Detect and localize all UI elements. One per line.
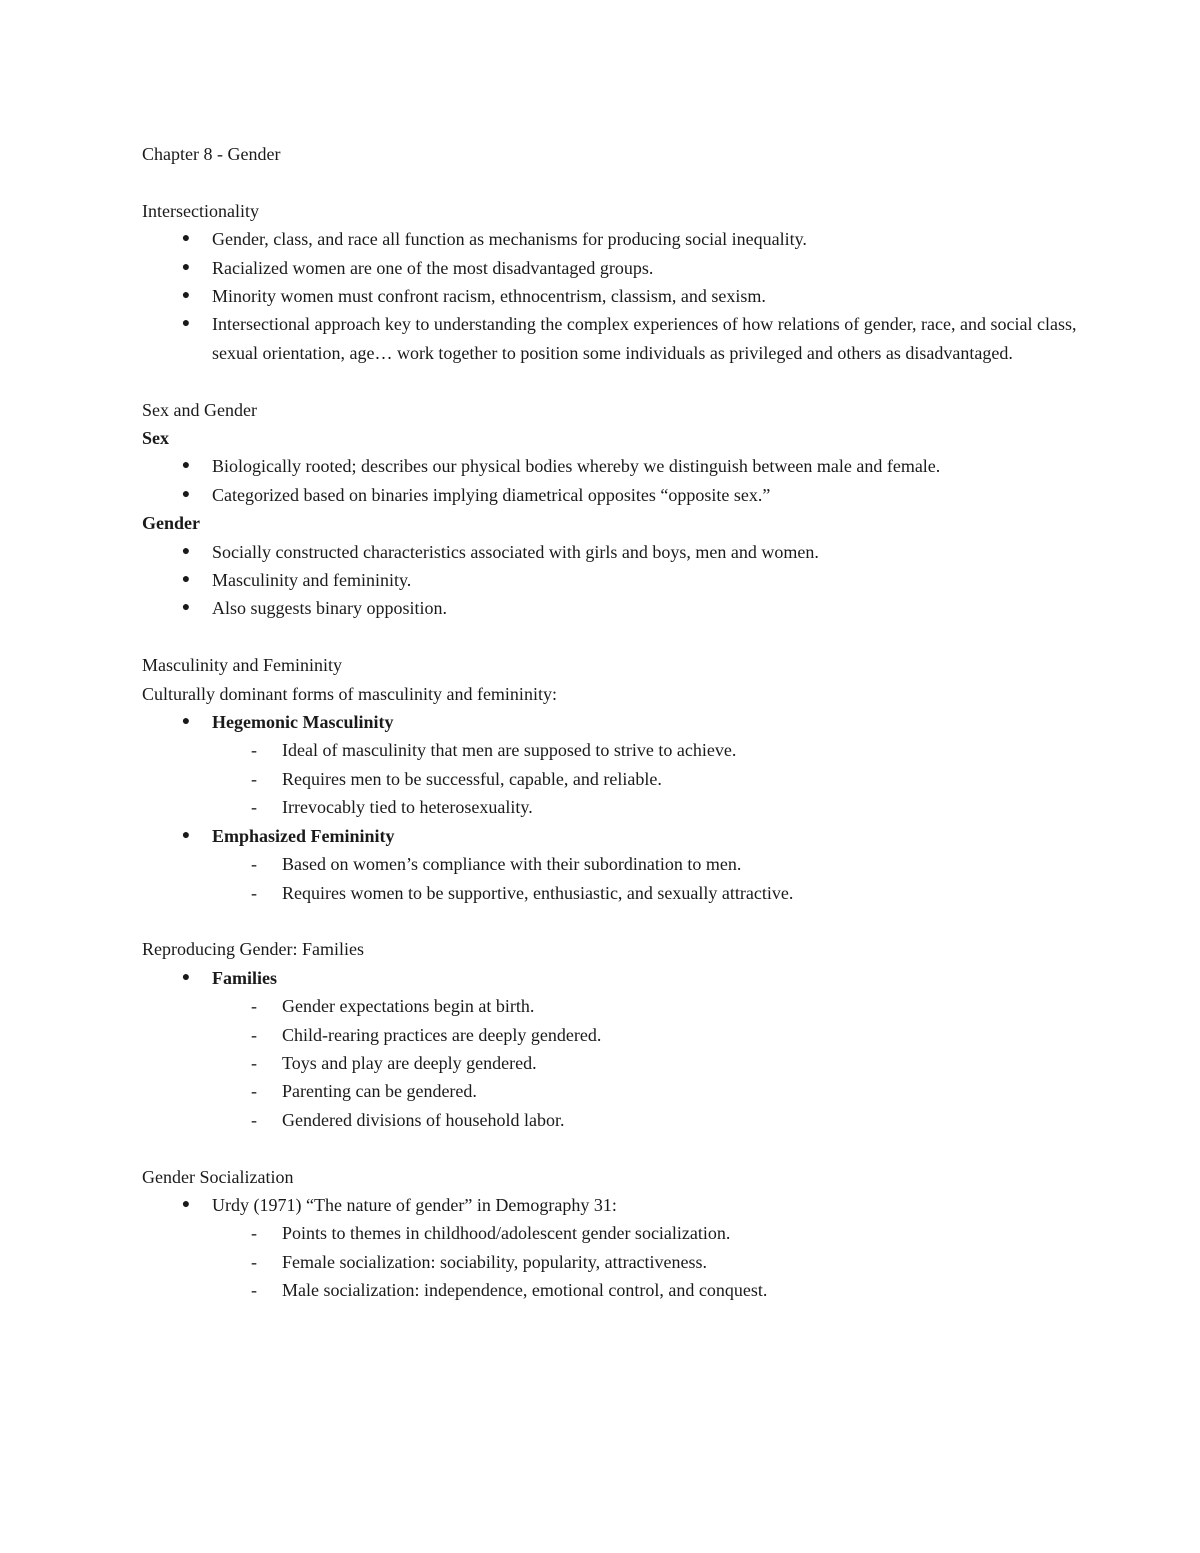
list-item xyxy=(142,225,1082,253)
list-item xyxy=(142,708,1082,736)
section-heading-gender-socialization: Gender Socialization xyxy=(142,1166,294,1187)
sublist-item xyxy=(142,1248,1082,1276)
dash-icon: - xyxy=(251,797,257,818)
dash-icon: - xyxy=(251,1251,257,1272)
list-item-text: Biologically rooted; describes our physical bodies whereby we distinguish between male and female. xyxy=(212,456,941,477)
sublist-item-text: Gender expectations begin at birth. xyxy=(282,996,535,1017)
sublist-item xyxy=(142,850,1082,878)
sublist-item-text: Ideal of masculinity that men are supposed to strive to achieve. xyxy=(282,740,737,761)
bullet-icon: ● xyxy=(181,259,191,275)
sublist-item xyxy=(142,765,1082,793)
dash-icon: - xyxy=(251,996,257,1017)
list-item-text: Gender, class, and race all function as mechanisms for producing social inequality. xyxy=(212,229,807,250)
sublist-item xyxy=(142,736,1082,764)
sublist-item xyxy=(142,1021,1082,1049)
spacer xyxy=(142,367,1082,395)
section-heading-reproducing-gender: Reproducing Gender: Families xyxy=(142,939,364,960)
sublist-item xyxy=(142,793,1082,821)
sublist-item xyxy=(142,1276,1082,1304)
dash-icon: - xyxy=(251,1081,257,1102)
list-item xyxy=(142,538,1082,566)
list-item xyxy=(142,310,1082,367)
dash-icon: - xyxy=(251,768,257,789)
section-intro: Culturally dominant forms of masculinity and femininity: xyxy=(142,683,557,704)
gender-list xyxy=(142,538,1082,623)
reproducing-gender-list xyxy=(142,964,1082,992)
dash-icon: - xyxy=(251,854,257,875)
emphasized-sublist xyxy=(142,850,1082,907)
sublist-item-text: Requires women to be supportive, enthusiastic, and sexually attractive. xyxy=(282,882,794,903)
bullet-icon: ● xyxy=(181,1196,191,1212)
list-item xyxy=(142,566,1082,594)
dash-icon: - xyxy=(251,1280,257,1301)
sublist-item-text: Based on women’s compliance with their subordination to men. xyxy=(282,854,742,875)
list-item-label: Emphasized Femininity xyxy=(212,825,395,846)
sublist-item-text: Female socialization: sociability, popularity, attractiveness. xyxy=(282,1251,708,1272)
bullet-icon: ● xyxy=(181,969,191,985)
list-item xyxy=(142,964,1082,992)
subheading-gender: Gender xyxy=(142,513,200,534)
dash-icon: - xyxy=(251,1052,257,1073)
spacer xyxy=(142,907,1082,935)
spacer xyxy=(142,623,1082,651)
dash-icon: - xyxy=(251,1223,257,1244)
sublist-item-text: Male socialization: independence, emotional control, and conquest. xyxy=(282,1280,768,1301)
intersectionality-list xyxy=(142,225,1082,367)
list-item-label: Families xyxy=(212,967,277,988)
sublist-item-text: Child-rearing practices are deeply gendered. xyxy=(282,1024,602,1045)
sublist-item xyxy=(142,1049,1082,1077)
sublist-item-text: Requires men to be successful, capable, and reliable. xyxy=(282,768,662,789)
bullet-icon: ● xyxy=(181,600,191,616)
list-item-label: Hegemonic Masculinity xyxy=(212,712,394,733)
sublist-item xyxy=(142,879,1082,907)
gender-socialization-list xyxy=(142,1191,1082,1219)
sublist-item-text: Gendered divisions of household labor. xyxy=(282,1109,565,1130)
dash-icon: - xyxy=(251,740,257,761)
list-item xyxy=(142,481,1082,509)
sublist-item xyxy=(142,992,1082,1020)
subheading-sex: Sex xyxy=(142,428,169,449)
masculinity-femininity-list-2 xyxy=(142,822,1082,850)
list-item-text: Categorized based on binaries implying diametrical opposites “opposite sex.” xyxy=(212,484,771,505)
sublist-item-text: Irrevocably tied to heterosexuality. xyxy=(282,797,533,818)
list-item-text: Minority women must confront racism, ethnocentrism, classism, and sexism. xyxy=(212,286,766,307)
document-title: Chapter 8 - Gender xyxy=(142,144,281,164)
bullet-icon: ● xyxy=(181,827,191,843)
bullet-icon: ● xyxy=(181,458,191,474)
list-item xyxy=(142,594,1082,622)
list-item-text: Urdy (1971) “The nature of gender” in Demography 31: xyxy=(212,1194,617,1215)
dash-icon: - xyxy=(251,1109,257,1130)
list-item-text: Also suggests binary opposition. xyxy=(212,598,448,619)
bullet-icon: ● xyxy=(181,231,191,247)
families-sublist xyxy=(142,992,1082,1134)
sex-list xyxy=(142,452,1082,509)
list-item xyxy=(142,822,1082,850)
list-item-text: Intersectional approach key to understanding the complex experiences of how relations of gender, race, and social class, sexual orientation, age… work together to position some individuals as privileged and others as disadvantaged. xyxy=(212,314,1077,363)
dash-icon: - xyxy=(251,882,257,903)
bullet-icon: ● xyxy=(181,714,191,730)
spacer xyxy=(142,1134,1082,1162)
hegemonic-sublist xyxy=(142,736,1082,821)
list-item xyxy=(142,282,1082,310)
sublist-item xyxy=(142,1219,1082,1247)
section-heading-intersectionality: Intersectionality xyxy=(142,200,259,221)
list-item xyxy=(142,1191,1082,1219)
sublist-item-text: Toys and play are deeply gendered. xyxy=(282,1052,537,1073)
bullet-icon: ● xyxy=(181,486,191,502)
bullet-icon: ● xyxy=(181,572,191,588)
sublist-item-text: Parenting can be gendered. xyxy=(282,1081,477,1102)
list-item xyxy=(142,452,1082,480)
dash-icon: - xyxy=(251,1024,257,1045)
section-heading-masculinity-femininity: Masculinity and Femininity xyxy=(142,655,342,676)
urdy-sublist xyxy=(142,1219,1082,1304)
list-item-text: Racialized women are one of the most disadvantaged groups. xyxy=(212,257,654,278)
list-item xyxy=(142,254,1082,282)
bullet-icon: ● xyxy=(181,288,191,304)
spacer xyxy=(142,168,1082,196)
masculinity-femininity-list xyxy=(142,708,1082,736)
bullet-icon: ● xyxy=(181,316,191,332)
sublist-item xyxy=(142,1106,1082,1134)
sublist-item xyxy=(142,1077,1082,1105)
list-item-text: Masculinity and femininity. xyxy=(212,570,412,591)
list-item-text: Socially constructed characteristics associated with girls and boys, men and women. xyxy=(212,541,819,562)
section-heading-sex-and-gender: Sex and Gender xyxy=(142,399,257,420)
document-page xyxy=(142,140,1082,1305)
bullet-icon: ● xyxy=(181,543,191,559)
sublist-item-text: Points to themes in childhood/adolescent gender socialization. xyxy=(282,1223,731,1244)
